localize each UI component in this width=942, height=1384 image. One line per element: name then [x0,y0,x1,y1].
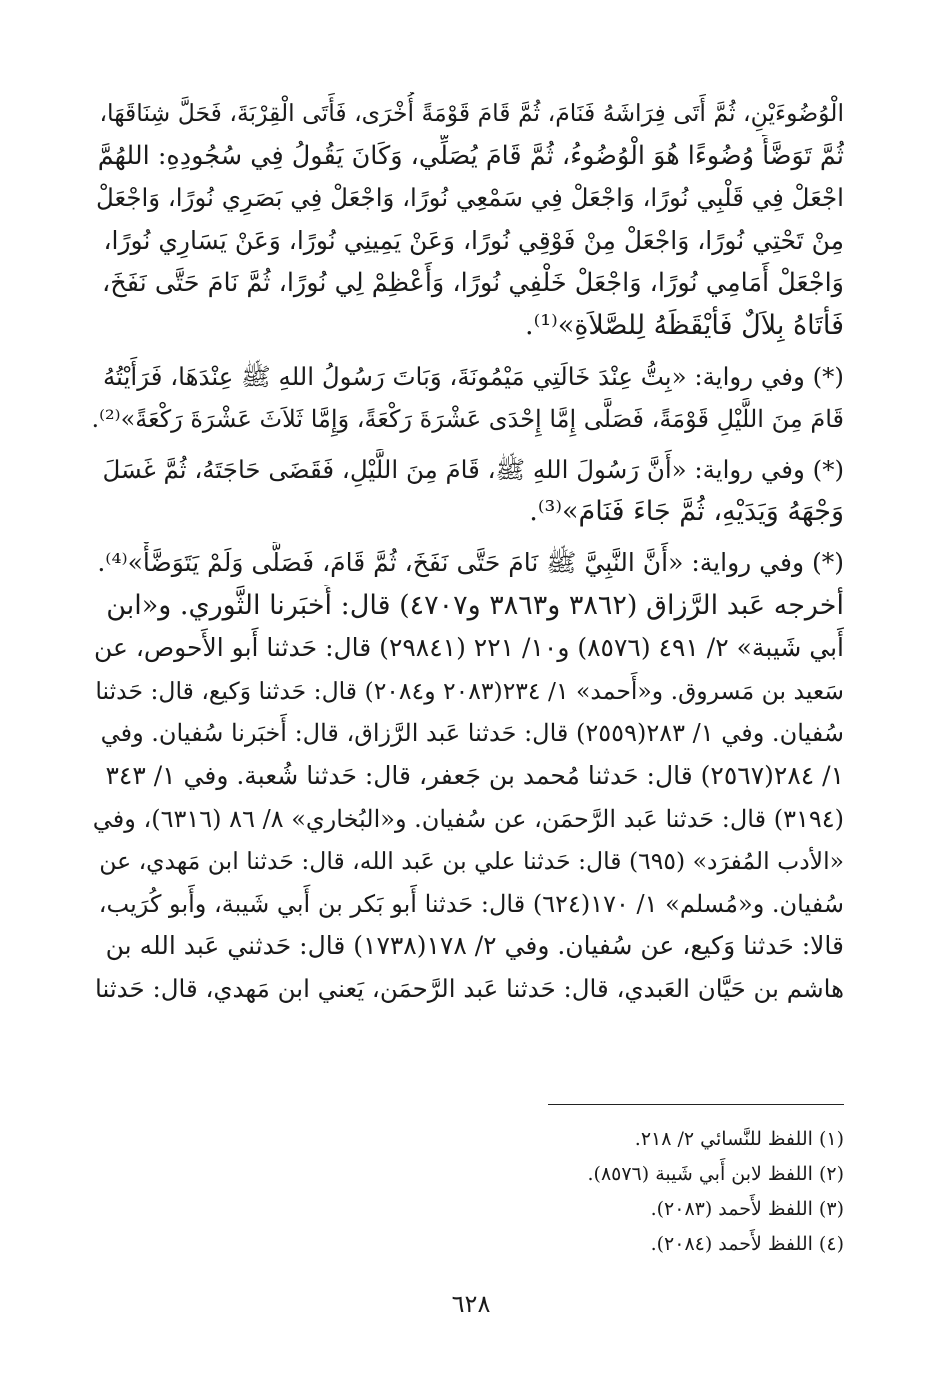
text-line: سَعيد بن مَسروق. و«أَحمد» ١/ ٢٣٤(٢٠٨٣ و٢٠٨٤) قال: حَدثنا وَكيع، قال: حَدثنا [95,676,844,705]
main-text [92,92,844,1010]
text-line: قَامَ مِنَ اللَّيْلِ قَوْمَةً، فَصَلَّى إِمَّا إِحْدَى عَشْرَةَ رَكْعَةً، وَإِمَّا ثَلاَثَ عَشْرَةَ رَكْعَةً»⁽²⁾. [92,405,844,434]
hadith-paragraph [92,92,844,348]
riwaya-paragraph-2 [92,449,844,534]
text-line: ثُمَّ تَوَضَّأَ وُضُوءًا هُوَ الْوُضُوءُ، ثُمَّ قَامَ يُصَلِّي، وَكَانَ يَقُولُ فِي سُجُودِهِ: اللهُمَّ [97,140,844,171]
text-line: قالا: حَدثنا وَكيع، عن سُفيان. وفي ٢/ ١٧٨(١٧٣٨) قال: حَدثني عَبد الله بن [105,931,844,961]
text-line: اجْعَلْ فِي قَلْبِي نُورًا، وَاجْعَلْ فِي سَمْعِي نُورًا، وَاجْعَلْ فِي بَصَرِي نُورًا، وَاجْعَلْ [95,183,844,213]
text-line: أَبي شَيبة» ٢/ ٤٩١ (٨٥٧٦) و١٠/ ٢٢١ (٢٩٨٤١) قال: حَدثنا أَبو الأَحوص، عن [93,633,844,663]
footnote-2: (٢) اللفظ لابن أَبي شَيبة (٨٥٧٦). [587,1163,844,1185]
text-line: ١/ ٢٨٤(٢٥٦٧) قال: حَدثنا مُحمد بن جَعفر، قال: حَدثنا شُعبة. وفي ١/ ٣٤٣ [105,760,844,790]
footnote-1: (١) اللفظ للنَّسائي ٢/ ٢١٨. [634,1128,844,1150]
text-line: (*) وفي رواية: «أَنَّ النَّبِيَّ ﷺ نَامَ حَتَّى نَفَخَ، ثُمَّ قَامَ، فَصَلَّى وَلَمْ يَتَوَضَّأْ»⁽⁴⁾. [97,547,844,577]
text-line: سُفيان. و«مُسلم» ١/ ١٧٠(٦٢٤) قال: حَدثنا أَبو بَكر بن أَبي شَيبة، وأَبو كُرَيب، [98,889,844,918]
text-line: وَاجْعَلْ أَمَامِي نُورًا، وَاجْعَلْ خَلْفِي نُورًا، وَأَعْظِمْ لِي نُورًا، ثُمَّ نَامَ حَتَّى نَفَخَ، [102,268,844,299]
text-line: (*) وفي رواية: «أَنَّ رَسُولَ اللهِ ﷺ، قَامَ مِنَ اللَّيْلِ، فَقَضَى حَاجَتَهُ، ثُمَّ غَسَلَ [102,454,844,484]
riwaya-paragraph-3 [92,542,844,585]
footnote-4: (٤) اللفظ لأَحمد (٢٠٨٤). [650,1233,844,1255]
footnotes [500,1122,844,1262]
paragraph-gap [92,348,844,356]
text-line: وَجْهَهُ وَيَدَيْهِ، ثُمَّ جَاءَ فَنَامَ»⁽³⁾. [529,496,844,528]
text-line: سُفيان. وفي ١/ ٢٨٣(٢٥٥٩) قال: حَدثنا عَبد الرَّزاق، قال: أَخبَرنا سُفيان. وفي [100,719,844,748]
text-line: مِنْ تَحْتِي نُورًا، وَاجْعَلْ مِنْ فَوْقِي نُورًا، وَعَنْ يَمِينِي نُورًا، وَعَنْ يَسَارِي نُورًا، [103,225,844,255]
paragraph-gap [92,534,844,542]
text-line: (٣١٩٤) قال: حَدثنا عَبد الرَّحمَن، عن سُفيان. و«البُخاري» ٨/ ٨٦ (٦٣١٦)، وفي [92,804,844,833]
text-line: أخرجه عَبد الرَّزاق (٣٨٦٢ و٣٨٦٣ و٤٧٠٧) قال: أَخبَرنا الثَّوري. و«ابن [106,589,844,621]
text-line: «الأدب المُفرَد» (٦٩٥) قال: حَدثنا علي بن عَبد الله، قال: حَدثنا ابن مَهدي، عن [99,847,844,876]
text-line: (*) وفي رواية: «بِتُّ عِنْدَ خَالَتِي مَيْمُونَةَ، وَبَاتَ رَسُولُ اللهِ ﷺ عِنْدَهَا، فَرَأَيْتُهُ [103,361,844,391]
text-line: فَأَتَاهُ بِلاَلٌ فَأَيْقَظَهُ لِلصَّلاَةِ»⁽¹⁾. [525,309,844,341]
text-line: هاشم بن حَيَّان العَبدي، قال: حَدثنا عَبد الرَّحمَن، يَعني ابن مَهدي، قال: حَدثنا [94,973,844,1003]
text-line: الْوُضُوءَيْنِ، ثُمَّ أَتَى فِرَاشَهُ فَنَامَ، ثُمَّ قَامَ قَوْمَةً أُخْرَى، فَأَتَى الْقِرْبَةَ، فَحَلَّ شِنَاقَهَا، [99,99,844,127]
footnote-3: (٣) اللفظ لأَحمد (٢٠٨٣). [650,1198,844,1220]
page-number: ٦٢٨ [451,1290,491,1318]
takhrij-paragraph [92,585,844,1011]
paragraph-gap [92,441,844,449]
footnote-separator [548,1104,844,1105]
riwaya-paragraph-1 [92,356,844,441]
